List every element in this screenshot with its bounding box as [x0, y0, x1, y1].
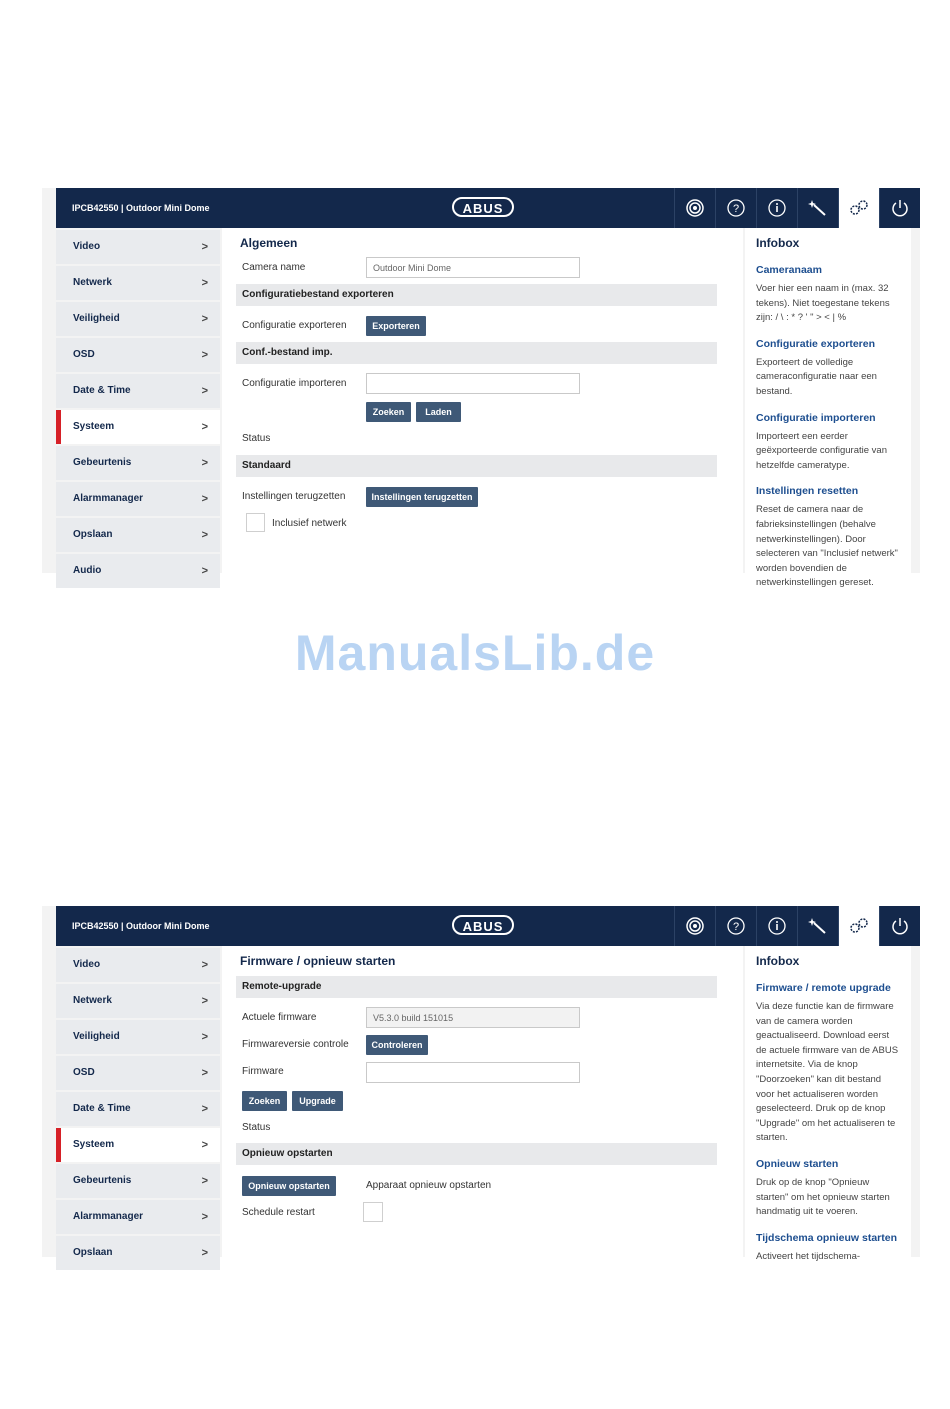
top-bar: [56, 906, 920, 946]
sidebar-item-label: Systeem: [73, 1139, 115, 1150]
sidebar-item-gebeurtenis[interactable]: [56, 446, 220, 480]
chevron-right-icon: >: [201, 313, 208, 325]
main-panel: [222, 946, 743, 1291]
sidebar-item-label: Opslaan: [73, 1247, 113, 1258]
main-panel: [222, 228, 743, 573]
sidebar-item-label: Alarmmanager: [73, 1211, 144, 1222]
chevron-right-icon: >: [201, 1139, 208, 1151]
section-default: Standaard: [236, 455, 717, 477]
abus-logo: ABUS: [452, 915, 514, 935]
sidebar-item-label: OSD: [73, 349, 95, 360]
chevron-right-icon: >: [201, 1247, 208, 1259]
export-label: Configuratie exporteren: [242, 320, 347, 331]
help-icon[interactable]: [715, 906, 756, 946]
chevron-right-icon: >: [201, 277, 208, 289]
wizard-icon[interactable]: [797, 188, 838, 228]
sidebar-item-systeem[interactable]: [56, 1128, 220, 1162]
screenshot-general-settings: [42, 188, 920, 589]
current-firmware-label: Actuele firmware: [242, 1012, 317, 1023]
import-label: Configuratie importeren: [242, 378, 347, 389]
reset-label: Instellingen terugzetten: [242, 491, 346, 502]
section-restart: Opnieuw opstarten: [236, 1143, 717, 1165]
sidebar-item-gebeurtenis[interactable]: [56, 1164, 220, 1198]
chevron-right-icon: >: [201, 349, 208, 361]
sidebar-item-netwerk[interactable]: [56, 266, 220, 300]
upgrade-button[interactable]: Upgrade: [292, 1091, 343, 1111]
sidebar-item-opslaan[interactable]: [56, 1236, 220, 1270]
chevron-right-icon: >: [201, 995, 208, 1007]
sidebar-item-alarmmanager[interactable]: [56, 1200, 220, 1234]
device-title: IPCB42550 | Outdoor Mini Dome: [72, 921, 210, 931]
sidebar-item-label: Systeem: [73, 421, 115, 432]
chevron-right-icon: >: [201, 529, 208, 541]
sidebar-item-label: Gebeurtenis: [73, 457, 132, 468]
sidebar-item-opslaan[interactable]: [56, 518, 220, 552]
infobox-text: Druk op de knop "Opnieuw starten" om het opnieuw starten handmatig uit te voeren.: [756, 1176, 890, 1218]
infobox-text: Activeert het tijdschema-: [756, 1250, 861, 1262]
chevron-right-icon: >: [201, 1175, 208, 1187]
chevron-right-icon: >: [201, 493, 208, 505]
sidebar-item-osd[interactable]: [56, 338, 220, 372]
infobox-text: Exporteert de volledige cameraconfiguratie naar een bestand.: [756, 356, 877, 397]
screenshot-firmware-restart: [42, 906, 920, 1262]
sidebar-item-video[interactable]: [56, 948, 220, 982]
toolbar-icons: [674, 906, 920, 946]
camera-name-label: Camera name: [242, 262, 306, 273]
page-title: Firmware / opnieuw starten: [240, 954, 396, 968]
svg-text:?: ?: [732, 921, 740, 933]
search-button[interactable]: Zoeken: [366, 402, 411, 422]
infobox-heading: Firmware / remote upgrade: [756, 982, 891, 994]
chevron-right-icon: >: [201, 1067, 208, 1079]
watermark: ManualsLib.de: [294, 625, 656, 681]
infobox-text: Reset de camera naar de fabrieksinstellingen (behalve netwerkinstellingen). Door selecteren van "Inclusief netwerk" worden bovendien de netwerkinstellingen gereset.: [756, 504, 898, 589]
sidebar-item-audio[interactable]: [56, 554, 220, 588]
sidebar-item-label: Opslaan: [73, 529, 113, 540]
settings-icon[interactable]: [838, 188, 879, 228]
sidebar-item-label: Video: [73, 241, 101, 252]
sidebar-item-video[interactable]: [56, 230, 220, 264]
sidebar-item-veiligheid[interactable]: [56, 1020, 220, 1054]
sidebar-item-label: Veiligheid: [73, 1031, 120, 1042]
sidebar-item-alarmmanager[interactable]: [56, 482, 220, 516]
power-icon[interactable]: [879, 906, 920, 946]
status-label: Status: [242, 433, 271, 444]
page-title: Algemeen: [240, 236, 298, 250]
abus-logo: ABUS: [452, 197, 514, 217]
sidebar-item-date-time[interactable]: [56, 1092, 220, 1126]
infobox: [745, 946, 911, 1291]
sidebar-item-date-time[interactable]: [56, 374, 220, 408]
top-bar: [56, 188, 920, 228]
chevron-right-icon: >: [201, 959, 208, 971]
sidebar-item-netwerk[interactable]: [56, 984, 220, 1018]
reset-button[interactable]: Instellingen terugzetten: [366, 487, 478, 507]
infobox-heading: Configuratie importeren: [756, 411, 876, 424]
schedule-restart-checkbox[interactable]: [363, 1202, 383, 1222]
firmware-check-label: Firmwareversie controle: [242, 1039, 349, 1050]
power-icon[interactable]: [879, 188, 920, 228]
infobox-heading: Opnieuw starten: [756, 1157, 839, 1170]
infobox-heading: Tijdschema opnieuw starten: [756, 1231, 898, 1244]
infobox-text: Importeert een eerder geëxporteerde configuratie van hetzelfde cameratype.: [756, 430, 887, 471]
include-network-checkbox[interactable]: [246, 513, 265, 532]
svg-text:?: ?: [732, 203, 740, 215]
infobox-text: Voer hier een naam in (max. 32 tekens). Niet toegestane tekens zijn: / \ : * ? ' " > < | %: [756, 283, 890, 324]
search-button[interactable]: Zoeken: [242, 1091, 287, 1111]
help-icon[interactable]: [715, 188, 756, 228]
chevron-right-icon: >: [201, 385, 208, 397]
infobox-heading: Instellingen resetten: [756, 485, 859, 498]
sidebar-item-label: Netwerk: [73, 995, 112, 1006]
firmware-file-input[interactable]: [366, 1062, 580, 1083]
restart-button[interactable]: Opnieuw opstarten: [242, 1176, 336, 1196]
chevron-right-icon: >: [201, 1103, 208, 1115]
live-camera-icon[interactable]: [674, 906, 715, 946]
chevron-right-icon: >: [201, 457, 208, 469]
chevron-right-icon: >: [201, 565, 208, 577]
schedule-restart-label: Schedule restart: [242, 1207, 315, 1218]
infobox-heading: Cameranaam: [756, 264, 822, 276]
import-file-input[interactable]: [366, 373, 580, 394]
settings-icon[interactable]: [838, 906, 879, 946]
status-label: Status: [242, 1122, 271, 1133]
sidebar-nav: [56, 948, 220, 1272]
chevron-right-icon: >: [201, 1031, 208, 1043]
sidebar-item-label: Video: [73, 959, 101, 970]
check-button[interactable]: Controleren: [366, 1035, 428, 1055]
info-icon[interactable]: [756, 906, 797, 946]
current-firmware-field: V5.3.0 build 151015: [366, 1007, 580, 1028]
sidebar-item-systeem[interactable]: [56, 410, 220, 444]
infobox-title: Infobox: [756, 236, 800, 250]
sidebar-item-label: Date & Time: [73, 1103, 131, 1114]
sidebar-item-osd[interactable]: [56, 1056, 220, 1090]
toolbar-icons: [674, 188, 920, 228]
sidebar-item-label: Gebeurtenis: [73, 1175, 132, 1186]
sidebar-item-label: Date & Time: [73, 385, 131, 396]
firmware-label: Firmware: [242, 1066, 284, 1077]
info-icon[interactable]: [756, 188, 797, 228]
sidebar-item-label: Netwerk: [73, 277, 112, 288]
chevron-right-icon: >: [201, 1211, 208, 1223]
infobox-text: Via deze functie kan de firmware van de camera worden geactualiseerd. Download eerst de actuele firmware van de ABUS internetsite. Via de knop "Doorzoeken" kan dit bestand voor het actualiseren worden geselecteerd. Druk op de knop "Upgrade" om het actualiseren te starten.: [756, 1001, 899, 1144]
infobox-heading: Configuratie exporteren: [756, 337, 876, 350]
chevron-right-icon: >: [201, 241, 208, 253]
restart-description: Apparaat opnieuw opstarten: [366, 1180, 492, 1191]
sidebar-item-label: Audio: [73, 565, 102, 576]
sidebar-item-label: Alarmmanager: [73, 493, 144, 504]
chevron-right-icon: >: [201, 421, 208, 433]
sidebar-item-label: Veiligheid: [73, 313, 120, 324]
section-remote-upgrade: Remote-upgrade: [236, 976, 717, 998]
live-camera-icon[interactable]: [674, 188, 715, 228]
load-button[interactable]: Laden: [416, 402, 461, 422]
export-button[interactable]: Exporteren: [366, 316, 426, 336]
sidebar-item-label: OSD: [73, 1067, 95, 1078]
include-network-label: Inclusief netwerk: [272, 518, 347, 529]
infobox: [745, 228, 911, 589]
camera-name-input[interactable]: Outdoor Mini Dome: [366, 257, 580, 278]
device-title: IPCB42550 | Outdoor Mini Dome: [72, 203, 210, 213]
section-import: Conf.-bestand imp.: [236, 342, 717, 364]
infobox-title: Infobox: [756, 954, 800, 968]
wizard-icon[interactable]: [797, 906, 838, 946]
section-export: Configuratiebestand exporteren: [236, 284, 717, 306]
sidebar-nav: [56, 230, 220, 590]
sidebar-item-veiligheid[interactable]: [56, 302, 220, 336]
